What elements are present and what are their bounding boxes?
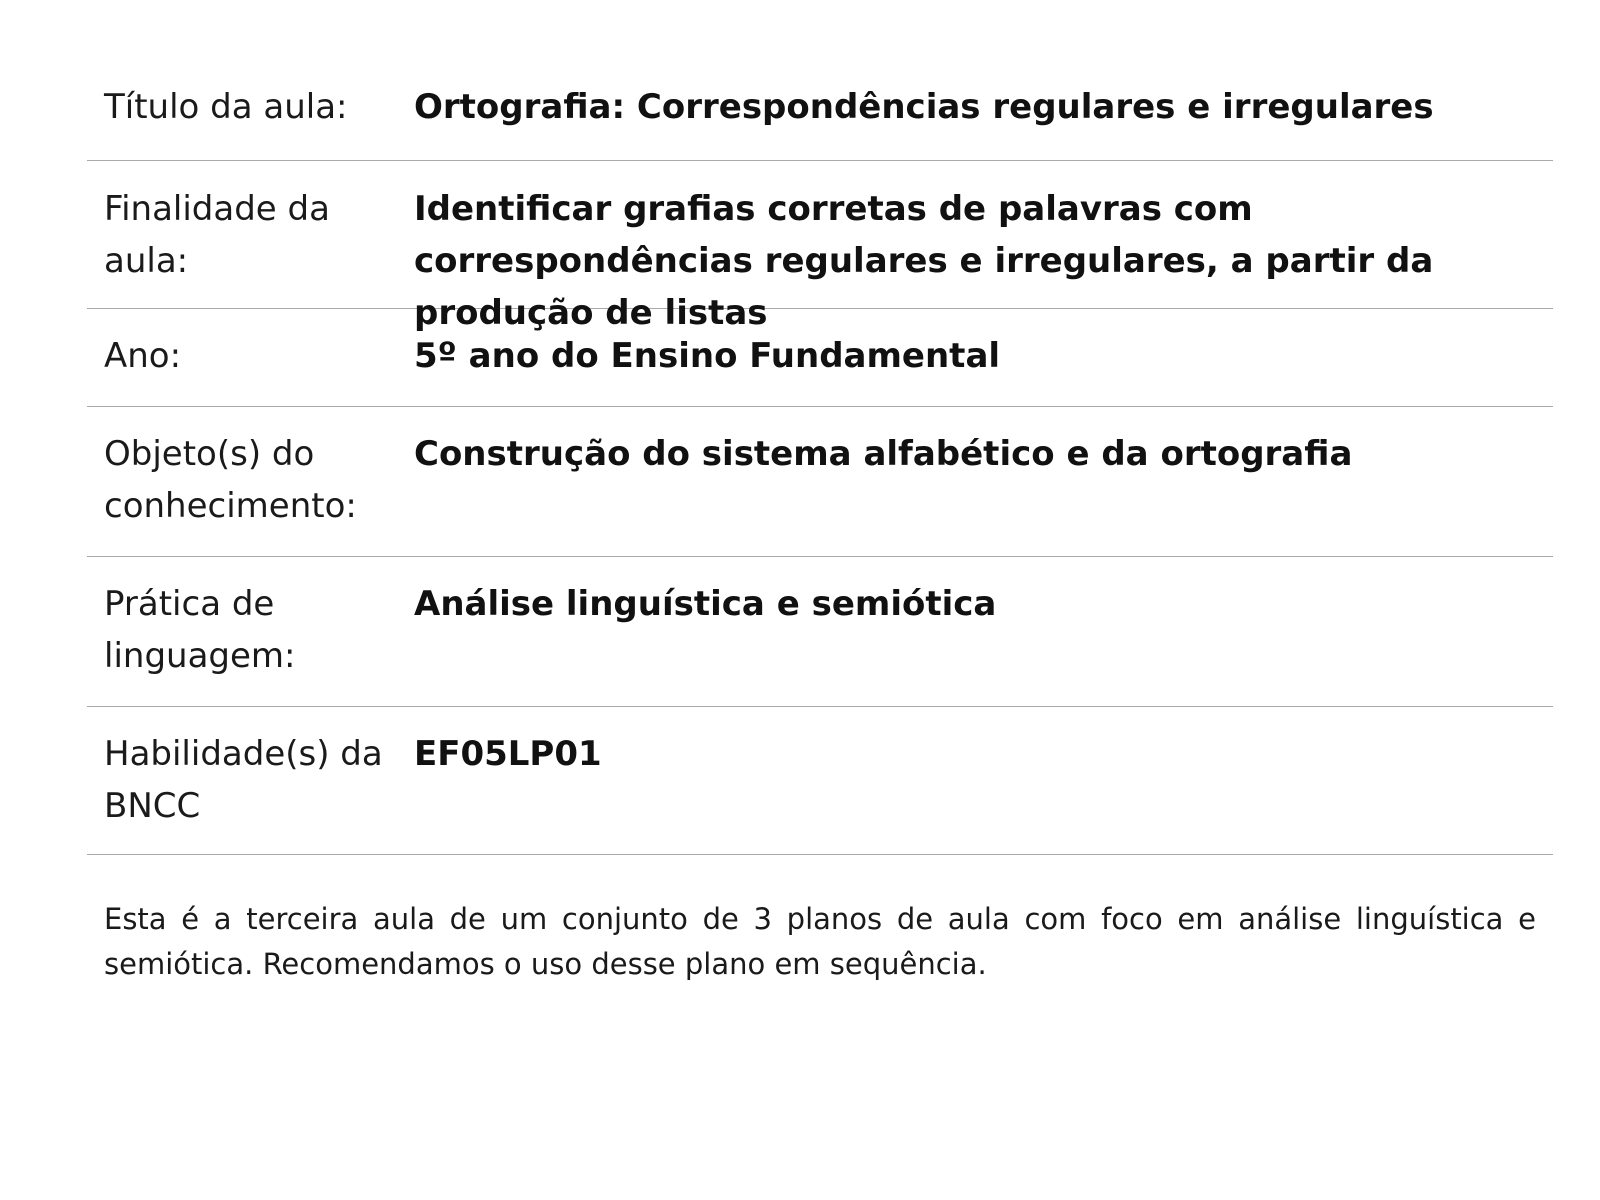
table-row-language-practice — [87, 557, 1553, 707]
language-practice: Análise linguística e semiótica — [414, 584, 997, 624]
row-label: Título da aula: — [104, 87, 348, 127]
table-row-title — [87, 60, 1553, 161]
table-row-bncc-skill — [87, 707, 1553, 855]
row-label: Objeto(s) do conhecimento: — [104, 434, 357, 526]
lesson-title: Ortografia: Correspondências regulares e irregulares — [414, 87, 1434, 127]
lesson-year: 5º ano do Ensino Fundamental — [414, 336, 1001, 376]
row-label: Ano: — [104, 336, 182, 376]
row-label: Prática de linguagem: — [104, 584, 296, 676]
table-row-purpose — [87, 161, 1553, 333]
bncc-skill-code: EF05LP01 — [414, 734, 602, 774]
table-row-year — [87, 309, 1553, 407]
table-row-knowledge-object — [87, 407, 1553, 557]
lesson-info-table — [87, 60, 1553, 855]
sequence-note: Esta é a terceira aula de um conjunto de 3 planos de aula com foco em análise linguística e semiótica. Recomendamos o uso desse plano em sequência. — [104, 902, 1536, 981]
lesson-purpose: Identificar grafias corretas de palavras com correspondências regulares e irregulares, a partir da produção de listas — [414, 189, 1434, 333]
row-label: Habilidade(s) da BNCC — [104, 734, 383, 826]
knowledge-object: Construção do sistema alfabético e da ortografia — [414, 434, 1353, 474]
row-label: Finalidade da aula: — [104, 189, 330, 281]
